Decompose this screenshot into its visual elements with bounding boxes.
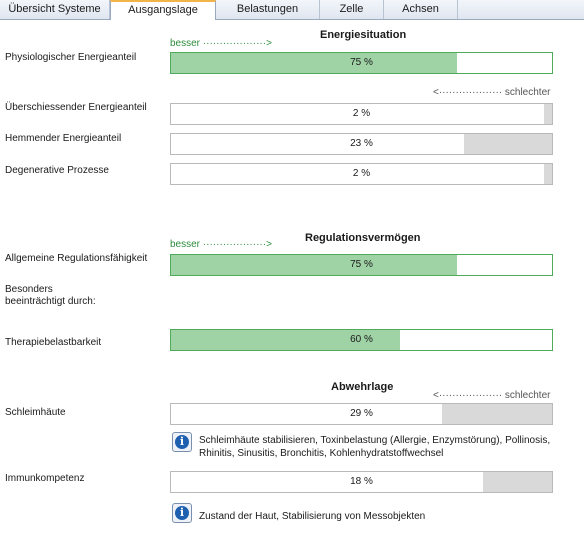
tab-zelle[interactable]: Zelle [320, 0, 384, 19]
info-icon[interactable]: i [172, 503, 192, 523]
label-degenerative-prozesse: Degenerative Prozesse [5, 165, 109, 176]
bar-value: 75 % [350, 259, 373, 270]
label-ueberschiessender-energieanteil: Überschiessender Energieanteil [5, 102, 147, 113]
hint-besser: besser ···················> [170, 38, 272, 49]
bar-allgemeine-regulationsfaehigkeit [170, 254, 553, 276]
bar-hemmender-energieanteil [170, 133, 553, 155]
label-hemmender-energieanteil: Hemmender Energieanteil [5, 133, 122, 144]
tab-belastungen[interactable]: Belastungen [216, 0, 320, 19]
bar-degenerative-prozesse [170, 163, 553, 185]
bar-value: 18 % [350, 476, 373, 487]
hint-schlechter: <··················· schlechter [433, 87, 551, 98]
tab-ausgangslage[interactable]: Ausgangslage [110, 0, 216, 20]
section-title-energiesituation: Energiesituation [320, 29, 407, 41]
bar-value: 23 % [350, 138, 373, 149]
hint-schlechter: <··················· schlechter [433, 390, 551, 401]
info-text-schleimhaeute: Schleimhäute stabilisieren, Toxinbelastung (Allergie, Enzymstörung), Pollinosis, Rhinitis, Sinusitis, Bronchitis, Kohlenhydratstoffwechsel [199, 435, 551, 459]
bar-schleimhaeute [170, 403, 553, 425]
label-physiologischer-energieanteil: Physiologischer Energieanteil [5, 52, 137, 63]
section-title-abwehrlage: Abwehrlage [331, 381, 394, 393]
tab-bar [0, 0, 584, 20]
bar-value: 29 % [350, 408, 373, 419]
tab-achsen[interactable]: Achsen [384, 0, 458, 19]
label-immunkompetenz: Immunkompetenz [5, 473, 85, 484]
info-text-immunkompetenz: Zustand der Haut, Stabilisierung von Messobjekten [199, 511, 426, 522]
bar-value: 60 % [350, 334, 373, 345]
label-allgemeine-regulationsfaehigkeit: Allgemeine Regulationsfähigkeit [5, 253, 148, 264]
label-besonders-beeintraechtigt: Besonders beeinträchtigt durch: [5, 284, 96, 307]
tab-uebersicht-systeme[interactable]: Übersicht Systeme [0, 0, 110, 19]
label-schleimhaeute: Schleimhäute [5, 407, 66, 418]
bar-value: 2 % [352, 108, 371, 119]
section-title-regulationsvermoegen: Regulationsvermögen [305, 232, 421, 244]
bar-value: 2 % [352, 168, 371, 179]
bar-value: 75 % [350, 57, 373, 68]
label-therapiebelastbarkeit: Therapiebelastbarkeit [5, 337, 102, 348]
bar-ueberschiessender-energieanteil [170, 103, 553, 125]
bar-therapiebelastbarkeit [170, 329, 553, 351]
bar-physiologischer-energieanteil [170, 52, 553, 74]
bar-immunkompetenz [170, 471, 553, 493]
hint-besser: besser ···················> [170, 239, 272, 250]
info-icon[interactable]: i [172, 432, 192, 452]
